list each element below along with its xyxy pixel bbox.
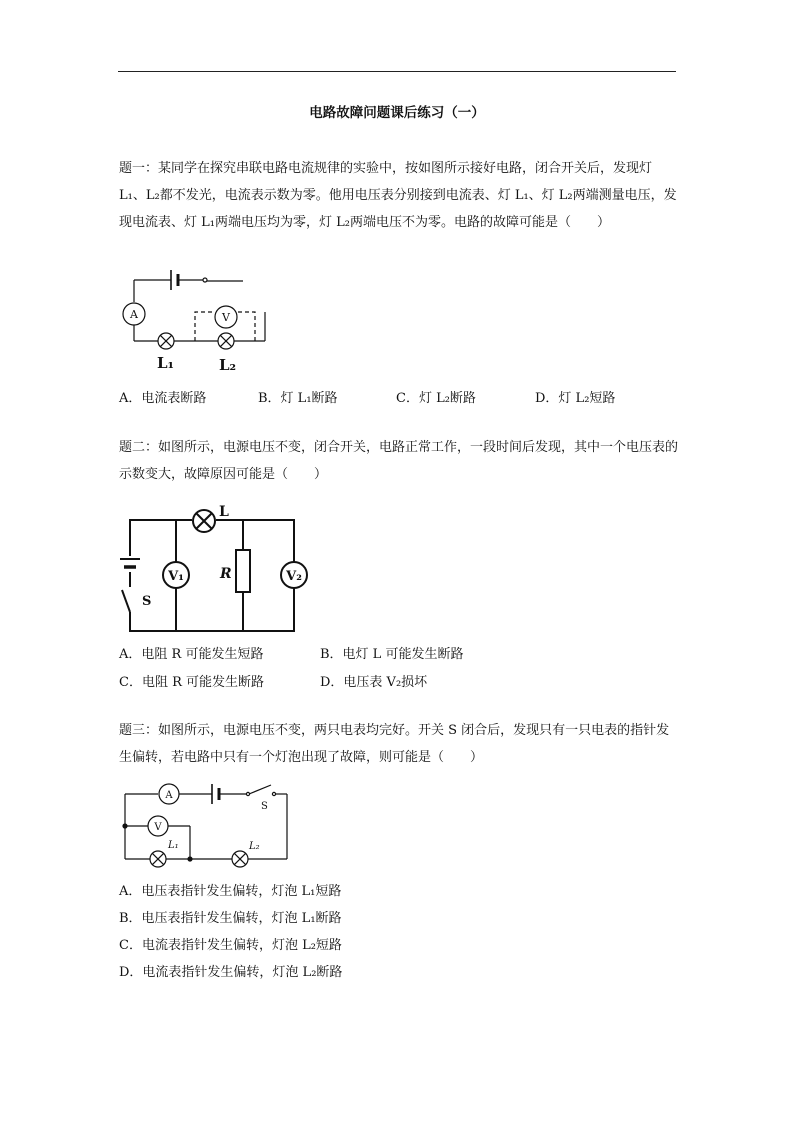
q3-option-c: C．电流表指针发生偏转，灯泡 L₂短路 (119, 938, 342, 953)
q3-option-b: B．电压表指针发生偏转，灯泡 L₁断路 (119, 911, 342, 926)
q2-circuit-diagram (118, 502, 328, 637)
q2-resistor-label: R (220, 566, 232, 582)
q3-option-d: D．电流表指针发生偏转，灯泡 L₂断路 (119, 965, 343, 980)
q3-option-a: A．电压表指针发生偏转，灯泡 L₁短路 (119, 884, 342, 899)
q1-option-b: B．灯 L₁断路 (258, 391, 338, 406)
q1-voltmeter-label: V (222, 311, 230, 324)
q3-switch-blade (249, 785, 271, 794)
q3-switch-label: S (261, 801, 268, 812)
header-rule (118, 71, 676, 72)
q2-text: 题二：如图所示，电源电压不变，闭合开关，电路正常工作，一段时间后发现，其中一个电压表的示数变大，故障原因可能是（ ） (119, 440, 679, 482)
q1-text: 题一：某同学在探究串联电路电流规律的实验中，按如图所示接好电路，闭合开关后，发现灯 L₁、L₂都不发光，电流表示数为零。他用电压表分别接到电流表、灯 L₁、灯 L₂两端测量电压，发现电流表、灯 L₁两端电压均为零，灯 L₂两端电压不为零。电路的故障可能是（ ） (119, 161, 677, 230)
q3-lamp2-label: L₂ (249, 841, 260, 852)
q2-frame-wire (130, 520, 294, 631)
q2-voltmeter1-label: V₁ (168, 569, 184, 584)
q1-option-c: C．灯 L₂断路 (396, 391, 476, 406)
q3-text: 题三：如图所示，电源电压不变，两只电表均完好。开关 S 闭合后，发现只有一只电表的指针发生偏转，若电路中只有一个灯泡出现了故障，则可能是（ ） (119, 723, 670, 765)
q2-voltmeter2-label: V₂ (286, 569, 302, 584)
q3-ammeter-label: A (165, 790, 173, 801)
q1-switch-terminal (203, 278, 207, 282)
q2-lamp-label: L (219, 504, 229, 520)
q1-option-d: D．灯 L₂短路 (535, 391, 616, 406)
q2-option-b: B．电灯 L 可能发生断路 (320, 647, 464, 662)
q2-option-c: C．电阻 R 可能发生断路 (119, 675, 264, 690)
q3-circuit-diagram (118, 781, 298, 876)
q2-switch-label: S (142, 594, 152, 609)
q3-voltmeter-label: V (154, 822, 162, 833)
q1-ammeter-label: A (130, 308, 138, 321)
q3-lamp1-label: L₁ (168, 840, 179, 851)
q3-switch-terminal (272, 792, 275, 795)
q1-circuit-diagram (115, 262, 275, 377)
q2-option-a: A．电阻 R 可能发生短路 (119, 647, 264, 662)
q1-lamp1-label: L₁ (157, 354, 175, 372)
q2-resistor (236, 550, 250, 592)
page-title: 电路故障问题课后练习（一） (309, 105, 485, 121)
q1-option-a: A．电流表断路 (119, 391, 207, 406)
q2-option-d: D．电压表 V₂损坏 (320, 675, 428, 690)
q1-lamp2-label: L₂ (219, 356, 237, 374)
